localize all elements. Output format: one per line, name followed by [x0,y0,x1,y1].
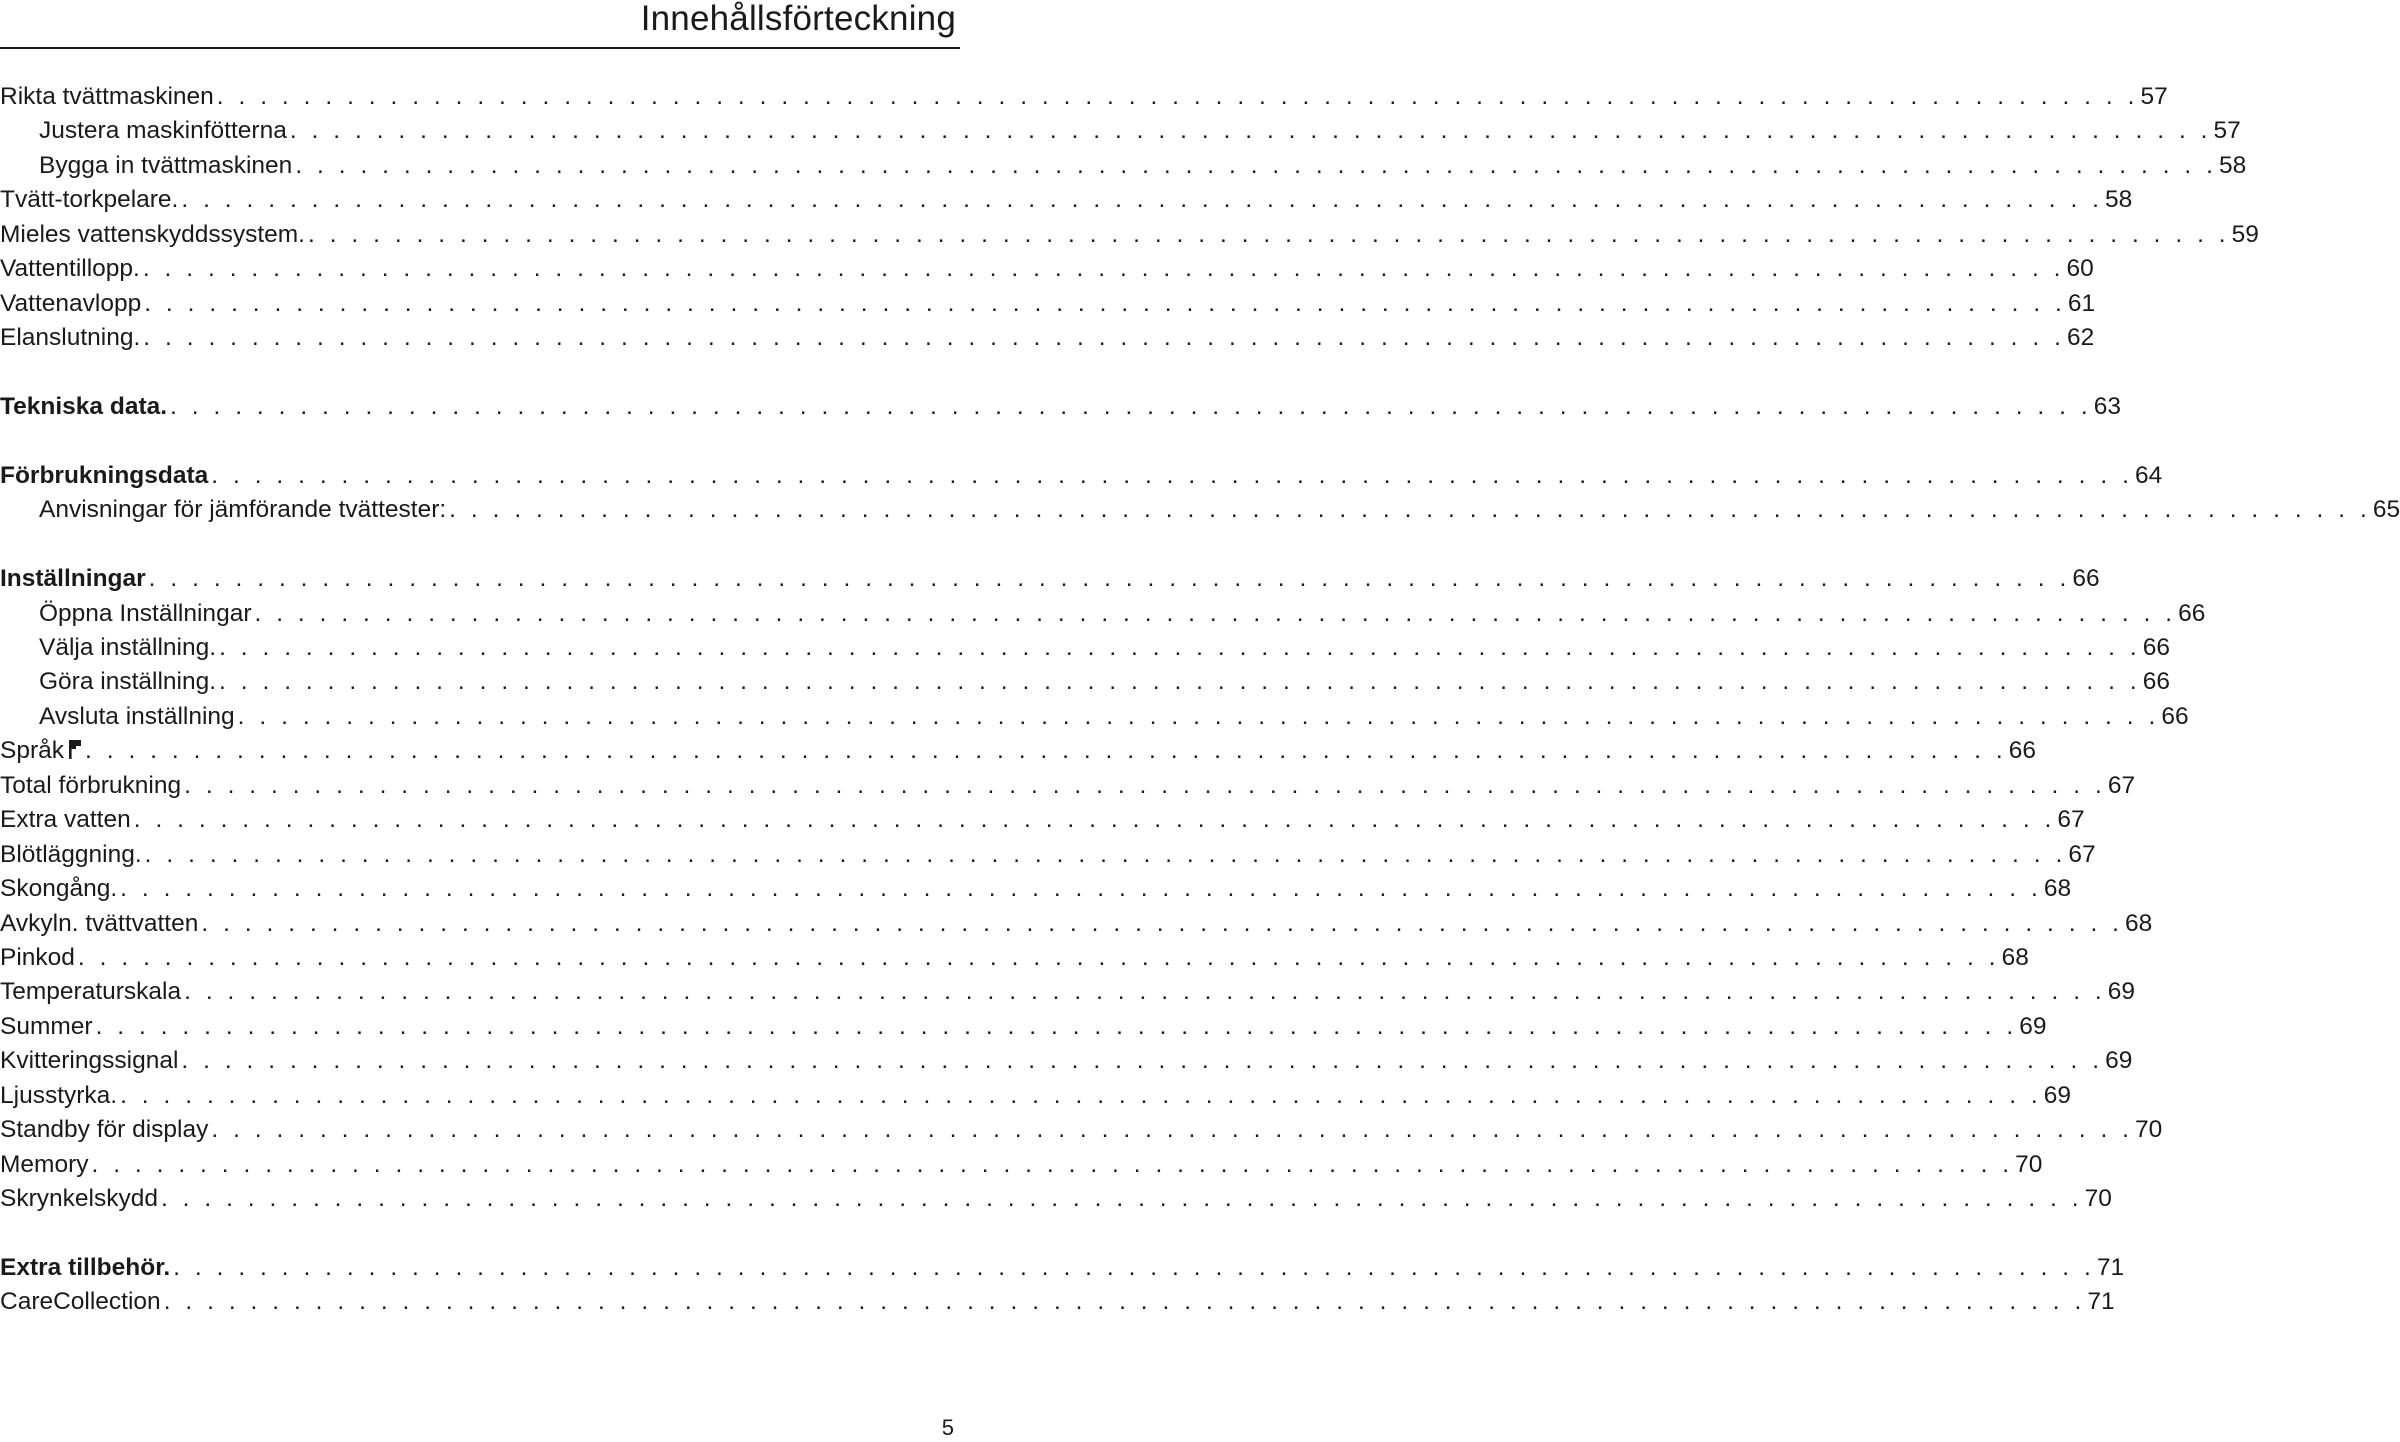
toc-entry[interactable] [0,1285,2115,1319]
toc-entry-label: Pinkod [0,943,75,971]
toc-leader-dots: . . . . . . . . . . . . . . . . . . . . . . . . . . . . . . . . . . . . . . . . . . . . . . . . . . . . . . . . . . . . . . . . . . . . . . . . . . . . . . . . . . . . . . . . . [120,875,2042,903]
toc-entry-page: 70 [2015,1150,2043,1178]
toc-entry-title [0,769,181,803]
toc-leader-dots: . . . . . . . . . . . . . . . . . . . . . . . . . . . . . . . . . . . . . . . . . . . . . . . . . . . . . . . . . . . . . . . . . . . . . . . . . . . . . . . . . . . . . . . . . [181,186,2104,214]
toc-entry[interactable] [0,1010,2047,1044]
toc-entry-page: 57 [2213,117,2241,145]
toc-entry-label: Avsluta inställning [39,702,235,730]
toc-entry-page: 66 [2142,668,2170,696]
toc-entry[interactable] [0,321,2095,355]
toc-entry[interactable] [0,665,2170,699]
toc-entry[interactable] [0,149,2247,183]
toc-entry-title [0,803,131,837]
toc-entry-page: 60 [2066,255,2094,283]
toc-leader-dots: . . . . . . . . . . . . . . . . . . . . . . . . . . . . . . . . . . . . . . . . . . . . . . . . . . . . . . . . . . . . . . . . . . . . . . . . . . . . . . . . . . . . . . . . . [216,83,2139,110]
toc-entry-title [0,287,141,321]
toc-leader-dots: . . . . . . . . . . . . . . . . . . . . . . . . . . . . . . . . . . . . . . . . . . . . . . . . . . . . . . . . . . . . . . . . . . . . . . . . . . . . . . . . . . . . . . . . . [120,1081,2042,1109]
toc-entry-label: Välja inställning. [39,634,217,661]
toc-entry[interactable] [0,803,2085,837]
toc-entry[interactable] [0,459,2163,493]
toc-entry-title [0,149,292,183]
toc-entry-page: 66 [2178,599,2206,627]
toc-entry-title [0,872,117,906]
toc-entry-title [0,1044,178,1078]
toc-entry[interactable] [0,700,2189,734]
toc-entry[interactable] [0,183,2133,217]
toc-entry-label: Vattenavlopp [0,289,142,317]
toc-leader-dots: . . . . . . . . . . . . . . . . . . . . . . . . . . . . . . . . . . . . . . . . . . . . . . . . . . . . . . . . . . . . . . . . . . . . . . . . . . . . . . . . . . . . . . . . . [237,702,2160,730]
toc-entry-page: 61 [2067,289,2096,317]
toc-leader-dots: . . . . . . . . . . . . . . . . . . . . . . . . . . . . . . . . . . . . . . . . . . . . . . . . . . . . . . . . . . . . . . . . . . . . . . . . . . . . . . . . . . . . . . . . . [170,392,2092,420]
toc-entry-label: Rikta tvättmaskinen [0,83,214,110]
toc-entry[interactable] [0,218,2259,252]
toc-leader-dots: . . . . . . . . . . . . . . . . . . . . . . . . . . . . . . . . . . . . . . . . . . . . . . . . . . . . . . . . . . . . . . . . . . . . . . . . . . . . . . . . . . . . . . . . . [142,255,2065,283]
toc-leader-dots: . . . . . . . . . . . . . . . . . . . . . . . . . . . . . . . . . . . . . . . . . . . . . . . . . . . . . . . . . . . . . . . . . . . . . . . . . . . . . . . . . . . . . . . . . [295,151,2217,179]
toc-entry-label: Justera maskinfötterna [39,117,287,145]
toc-entry-title [0,1079,117,1113]
toc-entry-label: Memory [0,1150,89,1178]
toc-entry-label: Bygga in tvättmaskinen [39,151,293,179]
toc-entry-label: Tvätt-torkpelare. [0,186,179,214]
toc-entry-page: 66 [2142,634,2170,661]
toc-entry[interactable] [0,1251,2125,1285]
toc-entry-label: Blötläggning. [0,840,142,868]
toc-entry-label: Mieles vattenskyddssystem. [0,220,305,248]
toc-leader-dots: . . . . . . . . . . . . . . . . . . . . . . . . . . . . . . . . . . . . . . . . . . . . . . . . . . . . . . . . . . . . . . . . . . . . . . . . . . . . . . . . . . . . . . . . . [95,1012,2018,1040]
toc-entry-page: 65 [2372,496,2400,524]
toc-leader-dots: . . . . . . . . . . . . . . . . . . . . . . . . . . . . . . . . . . . . . . . . . . . . . . . . . . . . . . . . . . . . . . . . . . . . . . . . . . . . . . . . . . . . . . . . . [289,117,2212,145]
toc-entry[interactable] [0,734,2036,768]
toc-entry-title [0,1285,161,1319]
toc-entry-page: 71 [2096,1253,2125,1281]
toc-entry-page: 62 [2066,324,2095,352]
toc-entry[interactable] [0,1044,2133,1078]
toc-leader-dots: . . . . . . . . . . . . . . . . . . . . . . . . . . . . . . . . . . . . . . . . . . . . . . . . . . . . . . . . . . . . . . . . . . . . . . . . . . . . . . . . . . . . . . . . . [85,737,2007,765]
toc-entry[interactable] [0,80,2168,114]
toc-entry[interactable] [0,838,2096,872]
toc-entry-title [0,597,251,631]
toc-entry[interactable] [0,562,2100,596]
toc-entry-title [0,1010,93,1044]
toc-leader-dots: . . . . . . . . . . . . . . . . . . . . . . . . . . . . . . . . . . . . . . . . . . . . . . . . . . . . . . . . . . . . . . . . . . . . . . . . . . . . . . . . . . . . . . . . . [77,943,2000,971]
toc-entry-label: Elanslutning. [0,324,141,352]
toc-entry-title [0,459,208,493]
toc-entry[interactable] [0,769,2136,803]
toc-leader-dots: . . . . . . . . . . . . . . . . . . . . . . . . . . . . . . . . . . . . . . . . . . . . . . . . . . . . . . . . . . . . . . . . . . . . . . . . . . . . . . . . . . . . . . . . . [143,324,2065,352]
toc-entry[interactable] [0,872,2072,906]
toc-leader-dots: . . . . . . . . . . . . . . . . . . . . . . . . . . . . . . . . . . . . . . . . . . . . . . . . . . . . . . . . . . . . . . . . . . . . . . . . . . . . . . . . . . . . . . . . . [219,634,2141,661]
flag-icon [68,736,82,758]
toc-entry-page: 59 [2231,220,2259,248]
toc-leader-dots: . . . . . . . . . . . . . . . . . . . . . . . . . . . . . . . . . . . . . . . . . . . . . . . . . . . . . . . . . . . . . . . . . . . . . . . . . . . . . . . . . . . . . . . . . [449,496,2371,524]
toc-entry-label: Inställningar [0,565,146,593]
toc-entry-label: Ljusstyrka. [0,1081,118,1109]
toc-entry[interactable] [0,941,2029,975]
toc-entry[interactable] [0,597,2206,631]
toc-entry-title [0,390,167,424]
toc-entry-label: Extra vatten [0,806,131,834]
toc-leader-dots: . . . . . . . . . . . . . . . . . . . . . . . . . . . . . . . . . . . . . . . . . . . . . . . . . . . . . . . . . . . . . . . . . . . . . . . . . . . . . . . . . . . . . . . . . [254,599,2177,627]
toc-entry-page: 66 [2008,737,2036,765]
toc-leader-dots: . . . . . . . . . . . . . . . . . . . . . . . . . . . . . . . . . . . . . . . . . . . . . . . . . . . . . . . . . . . . . . . . . . . . . . . . . . . . . . . . . . . . . . . . . [211,1116,2134,1144]
toc-entry[interactable] [0,493,2400,527]
toc-entry-label: Anvisningar för jämförande tvättester: [39,496,447,524]
toc-leader-dots: . . . . . . . . . . . . . . . . . . . . . . . . . . . . . . . . . . . . . . . . . . . . . . . . . . . . . . . . . . . . . . . . . . . . . . . . . . . . . . . . . . . . . . . . . [184,771,2106,799]
table-of-contents [0,80,2400,1320]
toc-entry-page: 58 [2218,151,2247,179]
toc-entry-page: 69 [2107,978,2136,1006]
toc-entry-label: Öppna Inställningar [39,599,252,627]
toc-entry-label: Standby för display [0,1116,209,1144]
toc-entry-page: 69 [2019,1012,2047,1040]
toc-entry-title [0,321,140,355]
toc-leader-dots: . . . . . . . . . . . . . . . . . . . . . . . . . . . . . . . . . . . . . . . . . . . . . . . . . . . . . . . . . . . . . . . . . . . . . . . . . . . . . . . . . . . . . . . . . [144,289,2066,317]
toc-entry-title [0,700,235,734]
toc-entry-title [0,975,181,1009]
toc-entry-page: 67 [2057,806,2085,834]
toc-entry[interactable] [0,390,2121,424]
toc-entry-page: 66 [2072,565,2100,593]
toc-leader-dots: . . . . . . . . . . . . . . . . . . . . . . . . . . . . . . . . . . . . . . . . . . . . . . . . . . . . . . . . . . . . . . . . . . . . . . . . . . . . . . . . . . . . . . . . . [148,565,2071,593]
toc-entry-page: 68 [2001,943,2029,971]
toc-leader-dots: . . . . . . . . . . . . . . . . . . . . . . . . . . . . . . . . . . . . . . . . . . . . . . . . . . . . . . . . . . . . . . . . . . . . . . . . . . . . . . . . . . . . . . . . . [184,978,2106,1006]
toc-leader-dots: . . . . . . . . . . . . . . . . . . . . . . . . . . . . . . . . . . . . . . . . . . . . . . . . . . . . . . . . . . . . . . . . . . . . . . . . . . . . . . . . . . . . . . . . . [181,1047,2104,1075]
toc-entry-title [0,1182,158,1216]
toc-entry-label: Summer [0,1012,93,1040]
toc-entry-title [0,941,75,975]
toc-entry-title [0,183,178,217]
toc-entry[interactable] [0,631,2170,665]
page-title: Innehållsförteckning [640,0,956,38]
toc-entry-label: Språk [0,737,65,765]
toc-entry-title [0,838,142,872]
toc-entry[interactable] [0,975,2136,1009]
toc-entry-title [0,114,287,148]
toc-entry-page: 66 [2161,702,2189,730]
toc-entry-title [0,631,216,665]
toc-entry[interactable] [0,907,2153,941]
toc-entry-title [0,1113,208,1147]
toc-leader-dots: . . . . . . . . . . . . . . . . . . . . . . . . . . . . . . . . . . . . . . . . . . . . . . . . . . . . . . . . . . . . . . . . . . . . . . . . . . . . . . . . . . . . . . . . . [211,461,2133,489]
toc-entry-title [0,80,214,114]
toc-leader-dots: . . . . . . . . . . . . . . . . . . . . . . . . . . . . . . . . . . . . . . . . . . . . . . . . . . . . . . . . . . . . . . . . . . . . . . . . . . . . . . . . . . . . . . . . . [144,840,2067,868]
toc-entry-page: 57 [2140,83,2168,110]
toc-leader-dots: . . . . . . . . . . . . . . . . . . . . . . . . . . . . . . . . . . . . . . . . . . . . . . . . . . . . . . . . . . . . . . . . . . . . . . . . . . . . . . . . . . . . . . . . . [173,1253,2095,1281]
toc-entry-title [0,493,446,527]
toc-entry-title [0,252,140,286]
toc-entry[interactable] [0,1182,2112,1216]
header-rule [0,47,960,49]
toc-entry[interactable] [0,114,2241,148]
toc-entry-label: Göra inställning. [39,668,217,696]
toc-entry-title [0,734,82,768]
toc-entry-page: 68 [2125,909,2153,937]
toc-entry[interactable] [0,252,2094,286]
toc-entry[interactable] [0,1079,2072,1113]
toc-entry-page: 67 [2068,840,2096,868]
toc-leader-dots: . . . . . . . . . . . . . . . . . . . . . . . . . . . . . . . . . . . . . . . . . . . . . . . . . . . . . . . . . . . . . . . . . . . . . . . . . . . . . . . . . . . . . . . . . [163,1288,2086,1316]
toc-entry-title [0,218,305,252]
toc-entry-label: Tekniska data. [0,392,168,420]
toc-entry-page: 70 [2135,1116,2163,1144]
toc-entry-page: 67 [2107,771,2136,799]
toc-entry-page: 58 [2105,186,2133,214]
toc-entry-page: 64 [2134,461,2163,489]
toc-leader-dots: . . . . . . . . . . . . . . . . . . . . . . . . . . . . . . . . . . . . . . . . . . . . . . . . . . . . . . . . . . . . . . . . . . . . . . . . . . . . . . . . . . . . . . . . . [133,806,2056,834]
toc-entry-page: 69 [2043,1081,2072,1109]
toc-entry-label: Vattentillopp. [0,255,140,283]
toc-entry-label: Förbrukningsdata [0,461,209,489]
toc-entry-page: 63 [2093,392,2121,420]
toc-entry-title [0,907,198,941]
toc-leader-dots: . . . . . . . . . . . . . . . . . . . . . . . . . . . . . . . . . . . . . . . . . . . . . . . . . . . . . . . . . . . . . . . . . . . . . . . . . . . . . . . . . . . . . . . . . [219,668,2141,696]
toc-entry-label: Temperaturskala [0,978,182,1006]
toc-entry-label: Kvitteringssignal [0,1047,179,1075]
toc-leader-dots: . . . . . . . . . . . . . . . . . . . . . . . . . . . . . . . . . . . . . . . . . . . . . . . . . . . . . . . . . . . . . . . . . . . . . . . . . . . . . . . . . . . . . . . . . [91,1150,2014,1178]
toc-entry-page: 69 [2105,1047,2133,1075]
toc-entry-page: 71 [2087,1288,2115,1316]
toc-entry-page: 68 [2043,875,2072,903]
toc-leader-dots: . . . . . . . . . . . . . . . . . . . . . . . . . . . . . . . . . . . . . . . . . . . . . . . . . . . . . . . . . . . . . . . . . . . . . . . . . . . . . . . . . . . . . . . . . [160,1185,2083,1212]
page-number: 5 [941,1415,954,1440]
toc-entry-title [0,665,216,699]
toc-entry[interactable] [0,1113,2163,1147]
toc-entry-page: 70 [2084,1185,2112,1212]
toc-entry-label: Total förbrukning [0,771,182,799]
toc-entry-title [0,1251,170,1285]
toc-entry-label: CareCollection [0,1288,161,1316]
toc-entry-label: Extra tillbehör. [0,1253,171,1281]
toc-leader-dots: . . . . . . . . . . . . . . . . . . . . . . . . . . . . . . . . . . . . . . . . . . . . . . . . . . . . . . . . . . . . . . . . . . . . . . . . . . . . . . . . . . . . . . . . . [201,909,2124,937]
toc-entry-label: Avkyln. tvättvatten [0,909,199,937]
toc-entry-label: Skongång. [0,875,118,903]
toc-entry[interactable] [0,1148,2043,1182]
toc-entry-title [0,562,146,596]
toc-leader-dots: . . . . . . . . . . . . . . . . . . . . . . . . . . . . . . . . . . . . . . . . . . . . . . . . . . . . . . . . . . . . . . . . . . . . . . . . . . . . . . . . . . . . . . . . . [308,220,2230,248]
toc-entry-label: Skrynkelskydd [0,1185,158,1212]
toc-entry[interactable] [0,287,2096,321]
toc-entry-title [0,1148,88,1182]
